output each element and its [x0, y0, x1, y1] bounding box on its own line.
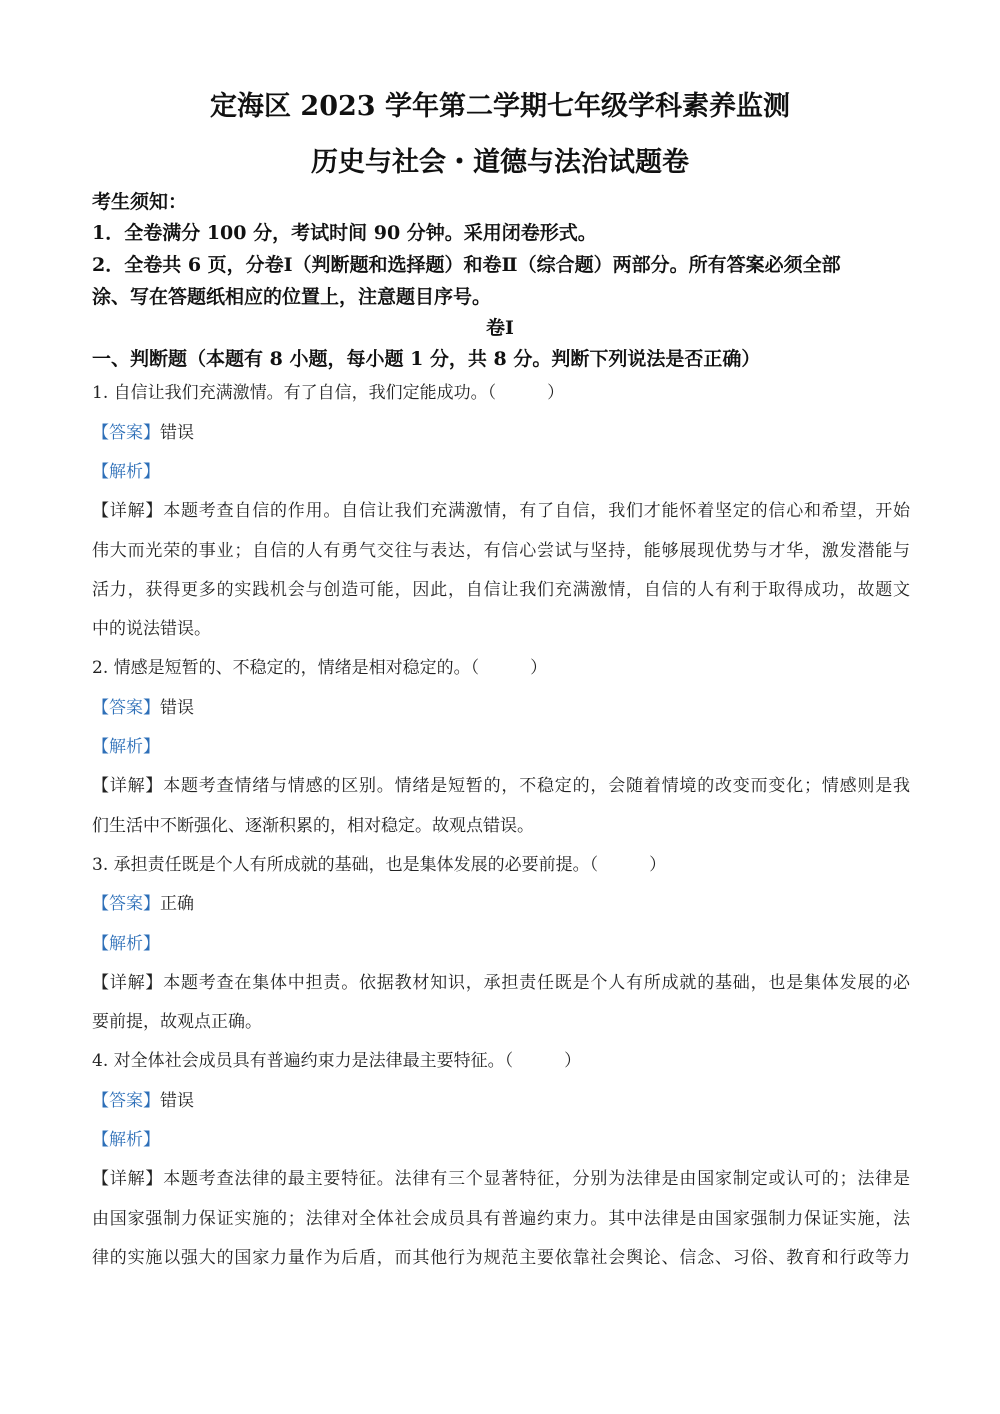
- exam-subtitle: 历史与社会・道德与法治试题卷: [311, 147, 689, 178]
- question-4: 4. 对全体社会成员具有普遍约束力是法律最主要特征。（ ）: [92, 1051, 582, 1071]
- question-2: 2. 情感是短暂的、不稳定的，情绪是相对稳定的。（ ）: [92, 658, 548, 678]
- analysis-label-3: 【解析】: [92, 934, 160, 954]
- notice-item-2-line-1: 2．全卷共 6 页，分卷Ⅰ（判断题和选择题）和卷Ⅱ（综合题）两部分。所有答案必须全部: [92, 254, 841, 276]
- volume-label: 卷Ⅰ: [486, 317, 514, 339]
- detail-1-line-4: 中的说法错误。: [92, 619, 211, 639]
- detail-label: 【详解】: [92, 1169, 164, 1189]
- answer-row-4: [92, 1086, 194, 1111]
- answer-label: 【答案】: [92, 894, 160, 914]
- answer-row-1: [92, 418, 194, 443]
- answer-row-2: [92, 693, 194, 718]
- detail-3-line-2: 要前提，故观点正确。: [92, 1012, 262, 1032]
- question-3: 3. 承担责任既是个人有所成就的基础，也是集体发展的必要前提。（ ）: [92, 855, 667, 875]
- notice-item-2-line-2: 涂、写在答题纸相应的位置上，注意题目序号。: [92, 286, 492, 308]
- section-heading: 一、判断题（本题有 8 小题，每小题 1 分，共 8 分。判断下列说法是否正确）: [92, 348, 761, 370]
- answer-value: 正确: [160, 894, 194, 914]
- detail-label: 【详解】: [92, 776, 164, 796]
- detail-4-line-1: 【详解】本题考查法律的最主要特征。法律有三个显著特征，分别为法律是由国家制定或认可的；法律是: [92, 1169, 911, 1189]
- detail-2-line-2: 们生活中不断强化、逐渐积累的，相对稳定。故观点错误。: [92, 816, 534, 836]
- detail-label: 【详解】: [92, 501, 164, 521]
- detail-1-line-1: 【详解】本题考查自信的作用。自信让我们充满激情，有了自信，我们才能怀着坚定的信心和希望，开始: [92, 501, 911, 521]
- answer-value: 错误: [160, 423, 194, 443]
- detail-4-line-3: 律的实施以强大的国家力量作为后盾，而其他行为规范主要依靠社会舆论、信念、习俗、教育和行政等力: [92, 1248, 910, 1268]
- answer-label: 【答案】: [92, 1091, 160, 1111]
- detail-3-line-1: 【详解】本题考查在集体中担责。依据教材知识，承担责任既是个人有所成就的基础，也是集体发展的必: [92, 973, 911, 993]
- answer-value: 错误: [160, 698, 194, 718]
- answer-value: 错误: [160, 1091, 194, 1111]
- notice-heading: 考生须知：: [92, 191, 188, 213]
- detail-4-line-2: 由国家强制力保证实施的；法律对全体社会成员具有普遍约束力。其中法律是由国家强制力保证实施，法: [92, 1209, 910, 1229]
- exam-title: 定海区 2023 学年第二学期七年级学科素养监测: [210, 91, 790, 122]
- answer-row-3: [92, 889, 194, 914]
- detail-1-line-2: 伟大而光荣的事业；自信的人有勇气交往与表达，有信心尝试与坚持，能够展现优势与才华，激发潜能与: [92, 541, 910, 561]
- answer-label: 【答案】: [92, 698, 160, 718]
- notice-item-1: 1．全卷满分 100 分，考试时间 90 分钟。采用闭卷形式。: [92, 222, 597, 244]
- analysis-label-4: 【解析】: [92, 1130, 160, 1150]
- detail-label: 【详解】: [92, 973, 164, 993]
- answer-label: 【答案】: [92, 423, 160, 443]
- analysis-label-1: 【解析】: [92, 462, 160, 482]
- analysis-label-2: 【解析】: [92, 737, 160, 757]
- question-1: 1. 自信让我们充满激情。有了自信，我们定能成功。（ ）: [92, 383, 565, 403]
- detail-1-line-3: 活力，获得更多的实践机会与创造可能，因此，自信让我们充满激情，自信的人有利于取得成功，故题文: [92, 580, 910, 600]
- detail-2-line-1: 【详解】本题考查情绪与情感的区别。情绪是短暂的，不稳定的，会随着情境的改变而变化；情感则是我: [92, 776, 911, 796]
